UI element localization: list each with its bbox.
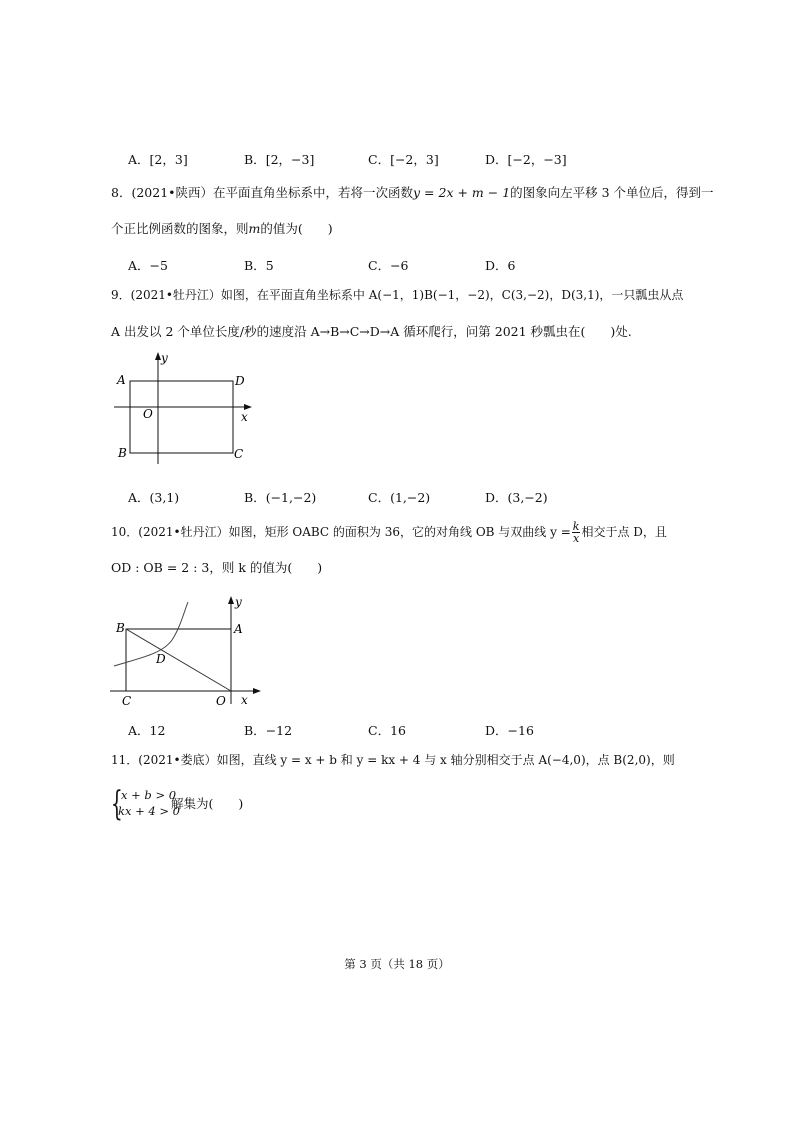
q10-label-b: B bbox=[116, 621, 125, 635]
q10-option-a: A．12 bbox=[128, 723, 166, 738]
q11-system-line1: x + b > 0 bbox=[121, 788, 177, 802]
q8-option-a: A．−5 bbox=[128, 258, 168, 273]
q11-stem-line2: 解集为( ) bbox=[171, 796, 244, 811]
q7-option-c: C．[−2，3] bbox=[368, 152, 439, 167]
q10-option-d: D．−16 bbox=[485, 723, 534, 738]
q10-label-y: y bbox=[235, 595, 242, 609]
q9-option-d: D．(3,−2) bbox=[485, 490, 548, 505]
q7-option-d: D．[−2，−3] bbox=[485, 152, 567, 167]
q9-option-c: C．(1,−2) bbox=[368, 490, 431, 505]
q8-option-c: C．−6 bbox=[368, 258, 409, 273]
q10-label-d: D bbox=[156, 652, 166, 666]
q9-figure bbox=[110, 350, 270, 475]
q9-label-y: y bbox=[161, 351, 168, 365]
q9-label-d: D bbox=[235, 374, 245, 388]
q11-system-line2: kx + 4 > 0 bbox=[118, 804, 180, 818]
q10-stem-line1: 10．(2021•牡丹江）如图，矩形 OABC 的面积为 36，它的对角线 OB 与双曲线 y = $\frac{k}{x}$ 相交于点 D，且 bbox=[111, 520, 667, 545]
q8-option-d: D．6 bbox=[485, 258, 516, 273]
page-footer: 第 3 页（共 18 页） bbox=[344, 957, 450, 971]
q9-label-c: C bbox=[234, 447, 244, 461]
q10-option-c: C．16 bbox=[368, 723, 406, 738]
q9-label-o: O bbox=[143, 407, 153, 421]
q8-stem-line2: 个正比例函数的图象，则m的值为( ) bbox=[111, 221, 333, 236]
q10-x-arrow bbox=[253, 688, 261, 694]
q9-label-a: A bbox=[117, 373, 126, 387]
q10-label-c: C bbox=[122, 694, 132, 708]
q10-label-x: x bbox=[241, 693, 248, 707]
q10-label-a: A bbox=[234, 622, 243, 636]
q7-option-a: A．[2，3] bbox=[128, 152, 188, 167]
q8-option-b: B．5 bbox=[244, 258, 274, 273]
q9-label-x: x bbox=[241, 410, 248, 424]
q10-fraction: $\frac{k}{x}$ bbox=[572, 520, 580, 545]
q9-label-b: B bbox=[118, 446, 127, 460]
q9-option-a: A．(3,1) bbox=[128, 490, 180, 505]
q7-option-b: B．[2，−3] bbox=[244, 152, 315, 167]
q10-option-b: B．−12 bbox=[244, 723, 293, 738]
q10-hyperbola bbox=[114, 602, 188, 666]
q11-stem-line1: 11．(2021•娄底）如图，直线 y = x + b 和 y = kx + 4 与 x 轴分别相交于点 A(−4,0)，点 B(2,0)，则 bbox=[111, 753, 675, 767]
q10-figure bbox=[110, 592, 270, 712]
q9-stem-line1: 9．(2021•牡丹江）如图，在平面直角坐标系中 A(−1，1)B(−1，−2)，C(3,−2)，D(3,1)，一只瓢虫从点 bbox=[111, 288, 684, 302]
q10-label-o: O bbox=[216, 694, 226, 708]
q8-stem-line1: 8．(2021•陕西）在平面直角坐标系中，若将一次函数y = 2x + m − 1的图象向左平移 3 个单位后，得到一 bbox=[111, 185, 714, 200]
q9-stem-line2: A 出发以 2 个单位长度/秒的速度沿 A→B→C→D→A 循环爬行，问第 2021 秒瓢虫在( )处. bbox=[111, 324, 632, 339]
q10-stem-line2: OD : OB = 2 : 3，则 k 的值为( ) bbox=[111, 560, 323, 575]
q9-option-b: B．(−1,−2) bbox=[244, 490, 317, 505]
q11-system-brace: { bbox=[110, 784, 123, 824]
q10-y-arrow bbox=[228, 596, 234, 604]
q10-diagonal-ob bbox=[126, 629, 231, 691]
